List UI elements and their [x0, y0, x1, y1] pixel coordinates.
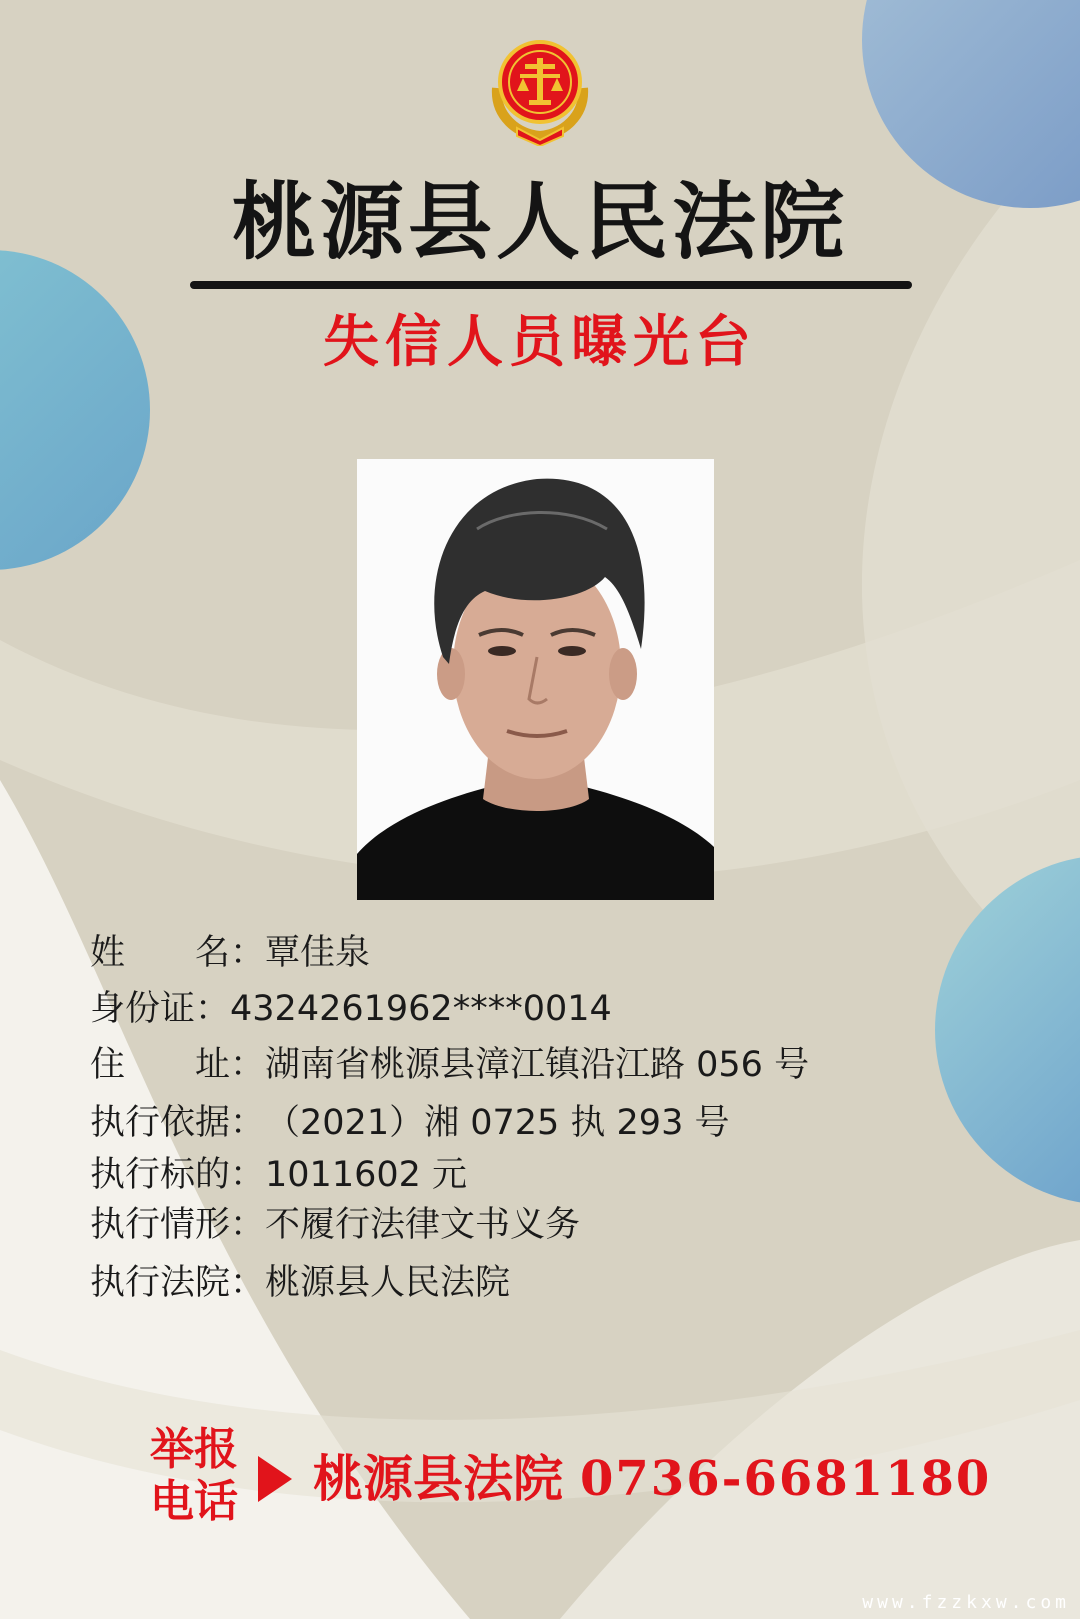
name-value: 覃佳泉	[265, 933, 371, 973]
court-name-title: 桃源县人民法院	[231, 173, 848, 271]
situation-value: 不履行法律文书义务	[265, 1205, 581, 1245]
court-value: 桃源县人民法院	[265, 1263, 511, 1303]
court-row	[90, 1260, 510, 1306]
court-emblem-icon	[489, 36, 591, 146]
basis-value: （2021）湘 0725 执 293 号	[265, 1103, 730, 1143]
id-label: 身份证：	[90, 989, 231, 1029]
portrait-photo	[357, 459, 714, 900]
report-court-name: 桃源县法院	[313, 1449, 563, 1508]
report-phone-number[interactable]: 0736-6681180	[580, 1451, 992, 1507]
site-watermark: www.fzzkxw.com	[862, 1592, 1070, 1613]
name-label: 姓 名：	[90, 933, 266, 973]
situation-label: 执行情形：	[90, 1205, 266, 1245]
amount-value: 1011602 元	[265, 1155, 468, 1195]
id-row	[90, 986, 612, 1032]
basis-row	[90, 1100, 729, 1146]
situation-row	[90, 1202, 580, 1248]
address-label: 住 址：	[90, 1045, 266, 1085]
arrow-right-icon	[258, 1456, 292, 1502]
report-hotline	[150, 1424, 1010, 1534]
id-value: 4324261962****0014	[230, 989, 612, 1029]
report-label-line1: 举报	[150, 1424, 238, 1475]
address-value: 湖南省桃源县漳江镇沿江路 056 号	[265, 1045, 810, 1085]
blacklist-subtitle: 失信人员曝光台	[323, 310, 757, 375]
address-row	[90, 1042, 809, 1088]
title-underline	[190, 281, 912, 289]
amount-row	[90, 1152, 467, 1198]
name-row	[90, 930, 370, 976]
report-label	[150, 1424, 254, 1528]
report-label-line2: 电话	[150, 1476, 238, 1527]
basis-label: 执行依据：	[90, 1103, 266, 1143]
amount-label: 执行标的：	[90, 1155, 266, 1195]
court-label: 执行法院：	[90, 1263, 266, 1303]
